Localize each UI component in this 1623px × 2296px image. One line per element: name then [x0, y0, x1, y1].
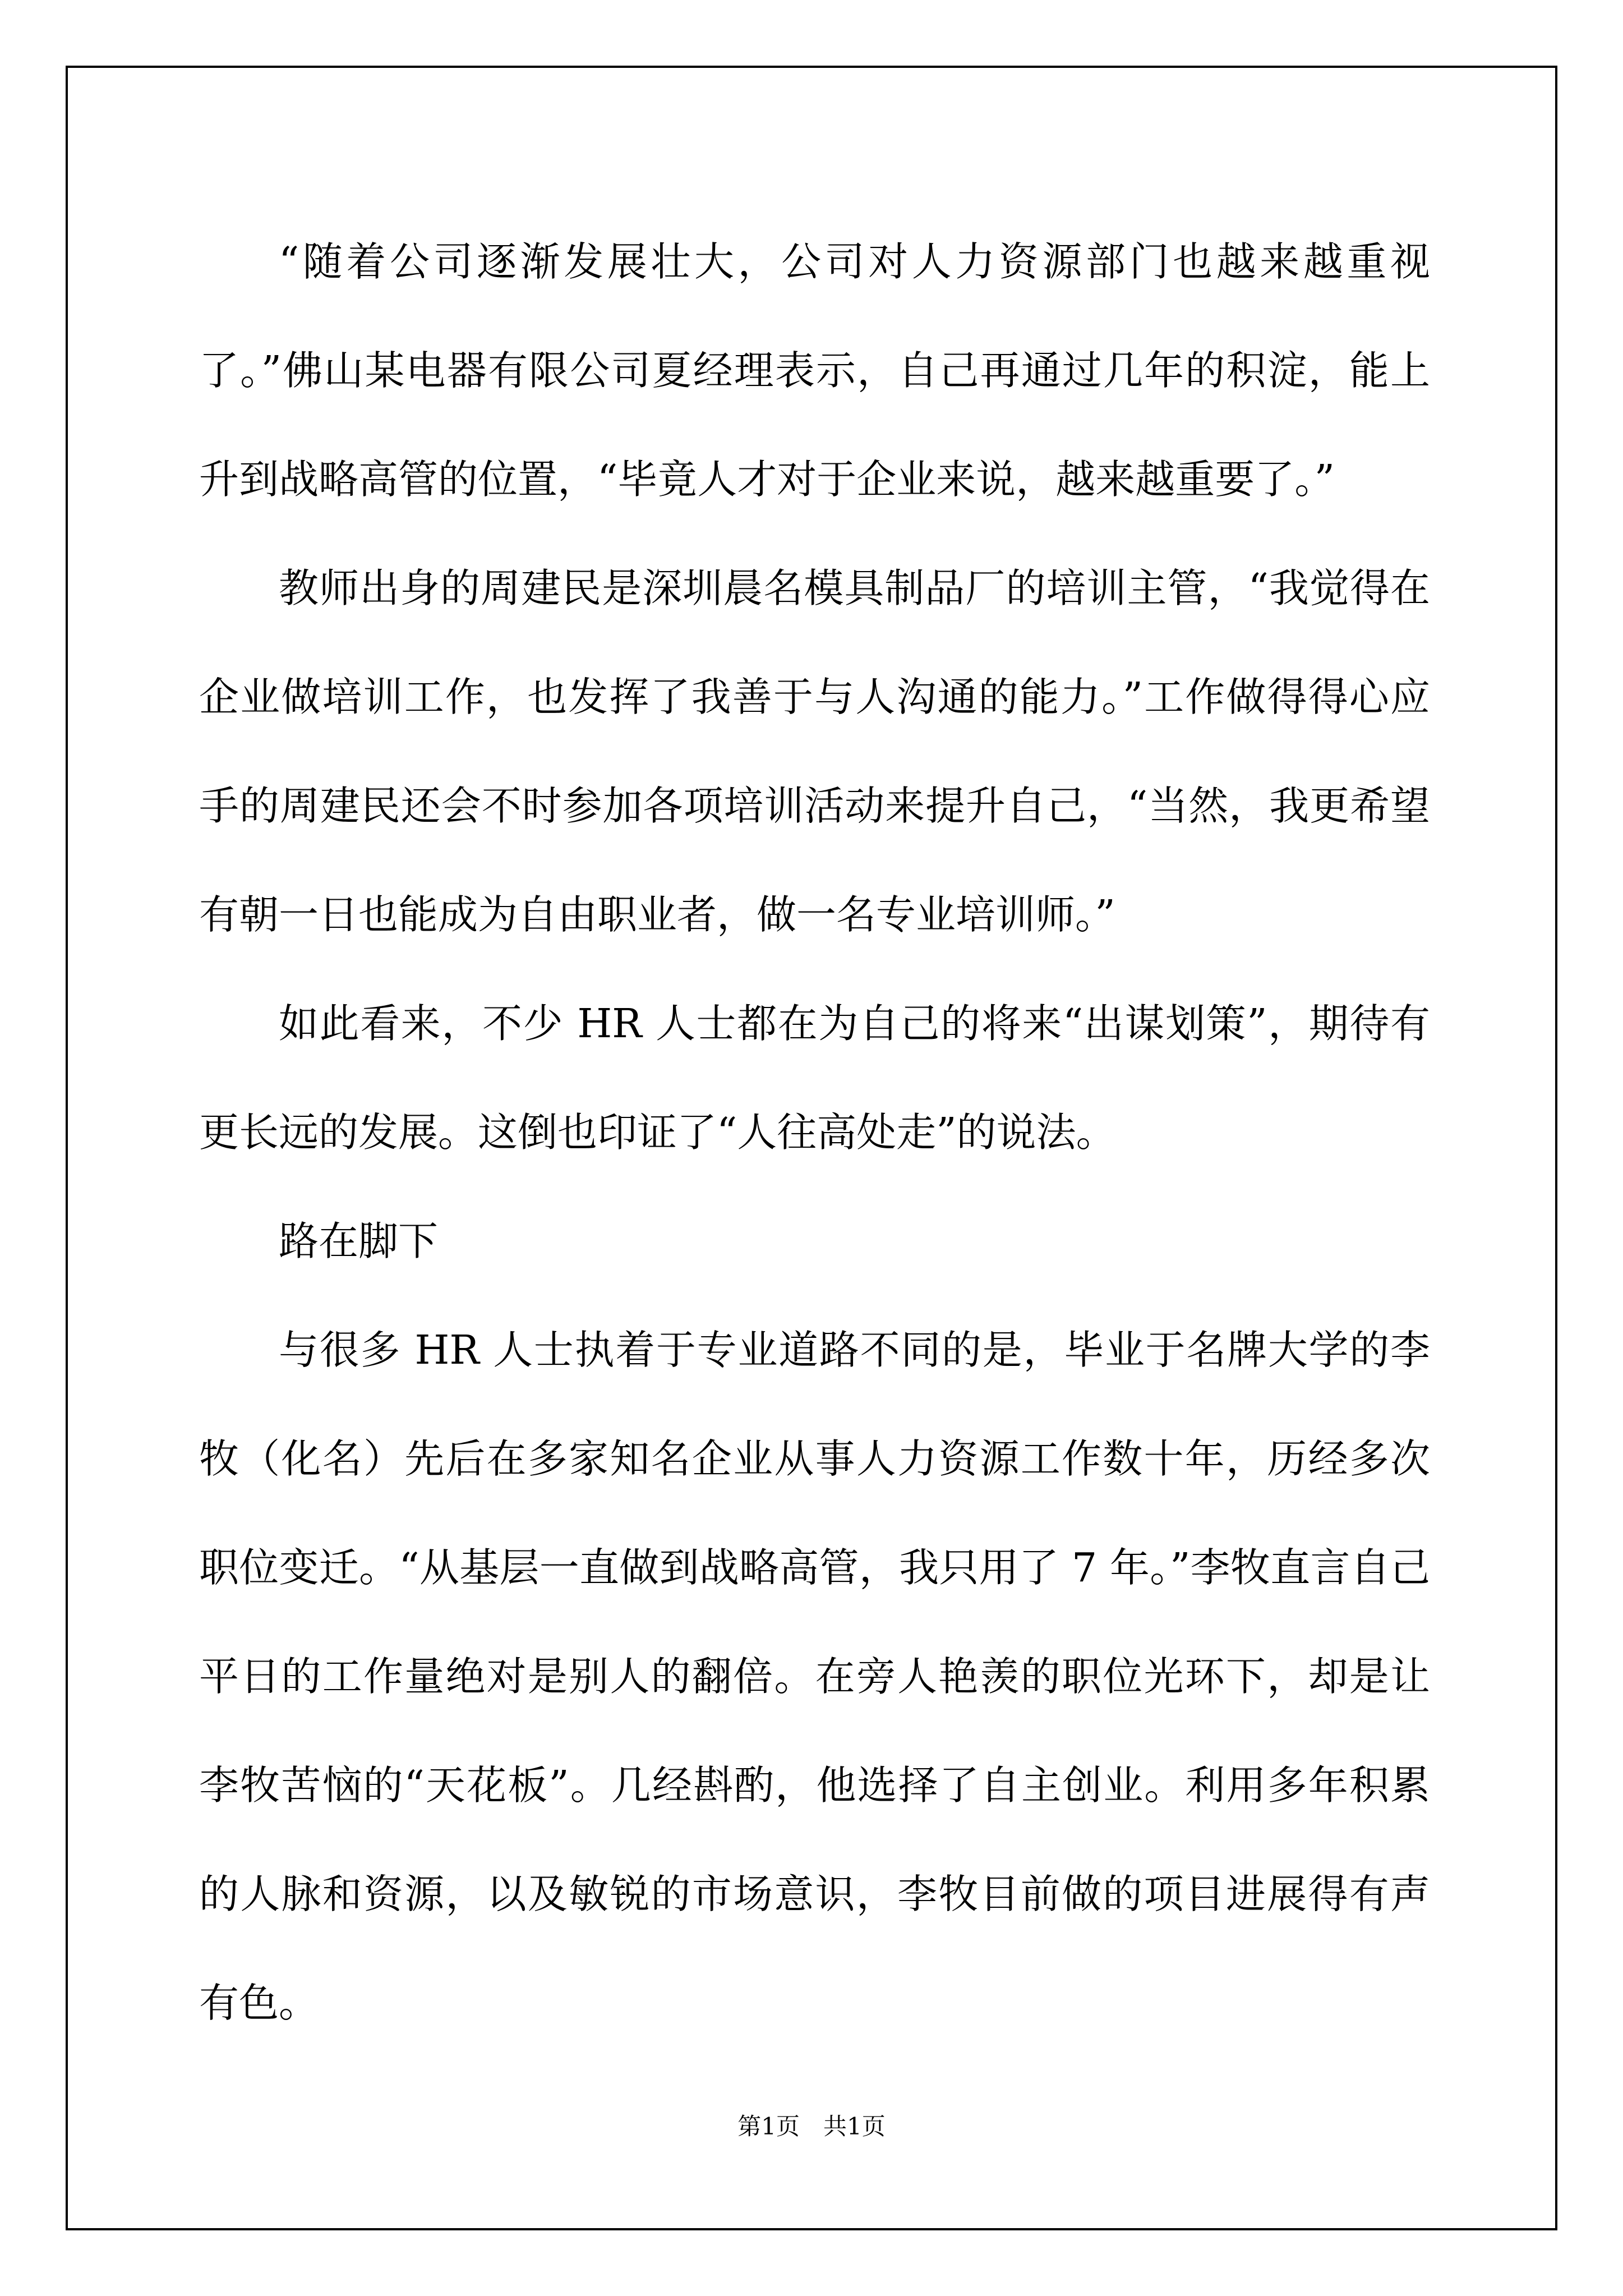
paragraph-1: “随着公司逐渐发展壮大，公司对人力资源部门也越来越重视了。”佛山某电器有限公司夏经理表示，自己再通过几年的积淀，能上升到战略高管的位置，“毕竟人才对于企业来说，越来越重要了。”	[199, 238, 1430, 503]
paragraph-2: 教师出身的周建民是深圳晨名模具制品厂的培训主管，“我觉得在企业做培训工作，也发挥了我善于与人沟通的能力。”工作做得得心应手的周建民还会不时参加各项培训活动来提升自己，“当然，我更希望有朝一日也能成为自由职业者，做一名专业培训师。”	[199, 565, 1430, 938]
document-body	[199, 208, 1430, 2058]
paragraph-4: 与很多 HR 人士执着于专业道路不同的是，毕业于名牌大学的李牧（化名）先后在多家知名企业从事人力资源工作数十年，历经多次职位变迁。“从基层一直做到战略高管，我只用了 7 年。”李牧直言自己平日的工作量绝对是别人的翻倍。在旁人艳羡的职位光环下，却是让李牧苦恼的“天花板”。几经斟酌，他选择了自主创业。利用多年积累的人脉和资源，以及敏锐的市场意识，李牧目前做的项目进展得有声有色。	[199, 1327, 1430, 2026]
section-heading: 路在脚下	[279, 1218, 439, 1264]
page-footer: 第1页 共1页	[737, 2113, 886, 2140]
paragraph-3: 如此看来，不少 HR 人士都在为自己的将来“出谋划策”，期待有更长远的发展。这倒也印证了“人往高处走”的说法。	[199, 1000, 1430, 1156]
